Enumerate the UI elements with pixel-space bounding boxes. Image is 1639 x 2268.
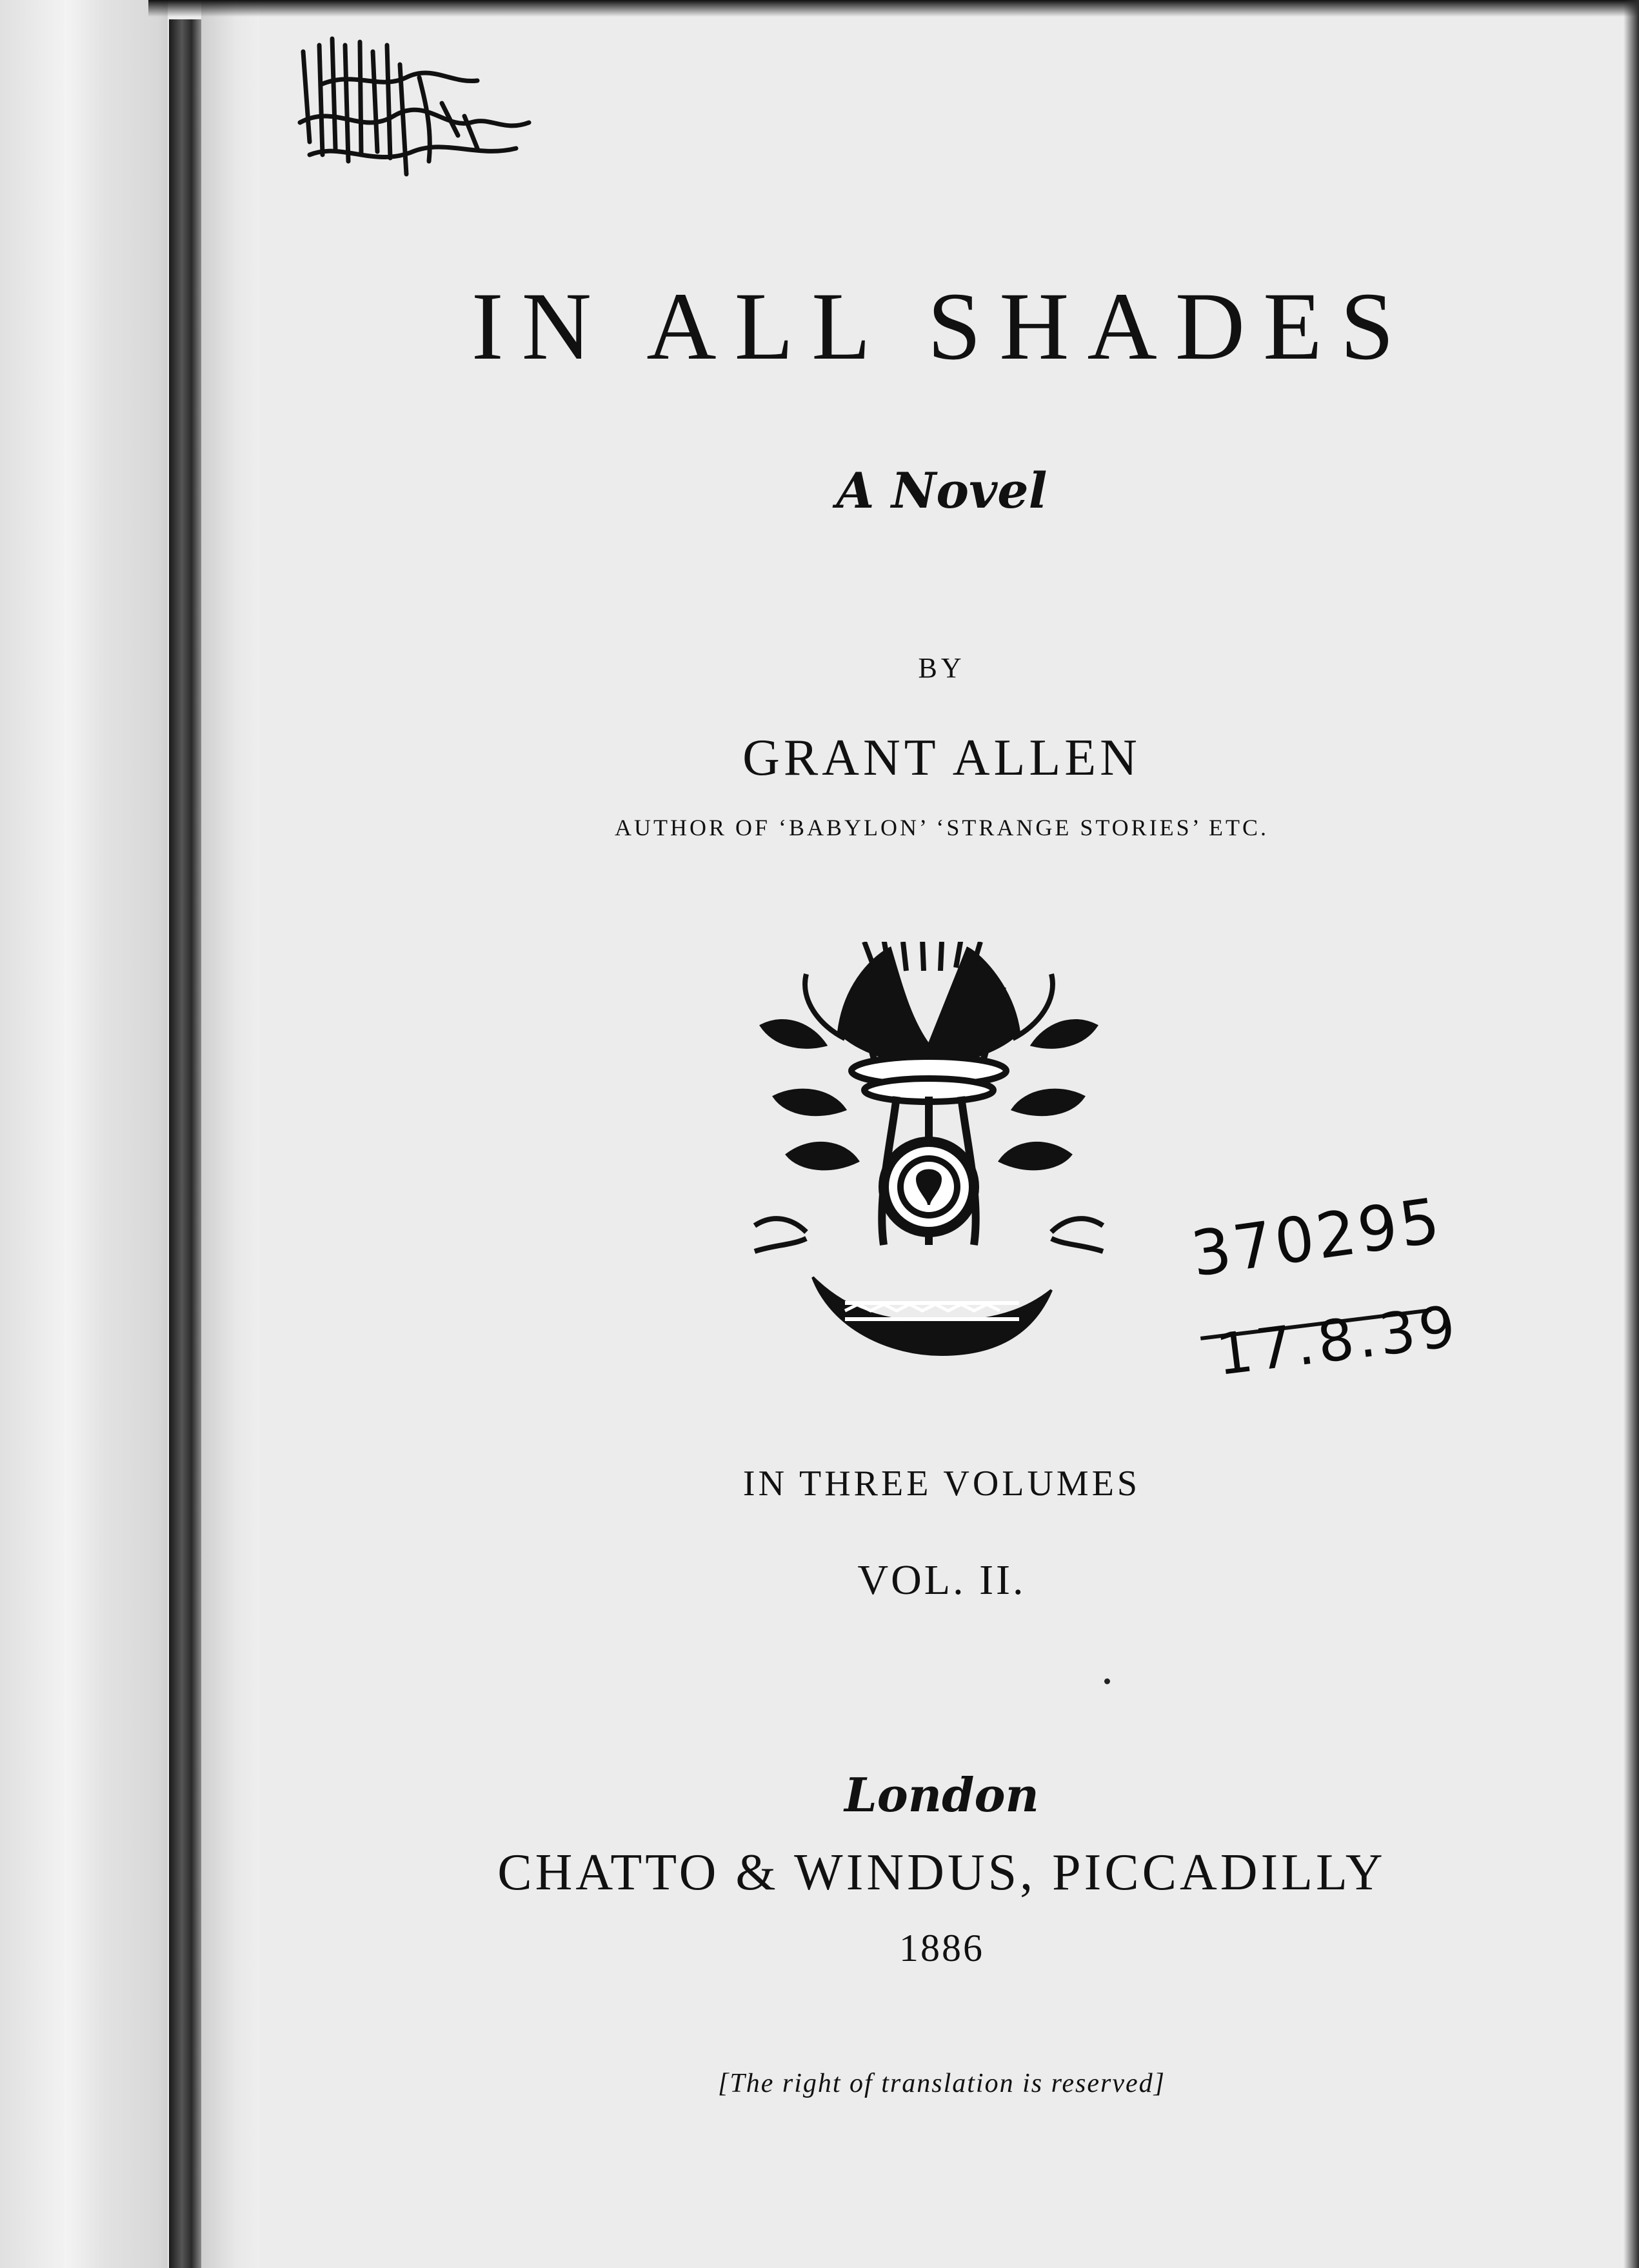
lotus-emblem-ornament [748,942,1109,1361]
spine-shadow [169,19,201,2268]
author-name: GRANT ALLEN [742,730,1141,786]
rights-notice: [The right of translation is reserved] [718,2069,1166,2098]
signature-scribble [297,26,542,194]
publication-place: London [844,1767,1039,1822]
binding-band [65,0,168,2268]
accession-date: 17.8.39 [1213,1292,1463,1389]
ink-speck [1104,1678,1110,1684]
library-accession-mark [1174,1184,1535,1432]
accession-number: 370295 [1187,1184,1447,1291]
publisher: CHATTO & WINDUS, PICCADILLY [497,1844,1386,1901]
volume-count: IN THREE VOLUMES [742,1464,1141,1504]
top-edge-shadow [148,0,1639,17]
gutter [201,0,259,2268]
author-credits: AUTHOR OF ‘BABYLON’ ‘STRANGE STORIES’ ETC. [615,815,1269,841]
publication-year: 1886 [899,1927,984,1969]
volume-number: VOL. II. [857,1557,1026,1604]
book-subtitle: A Novel [836,462,1048,519]
right-edge-shadow [1624,0,1639,2268]
by-line: BY [918,652,966,684]
book-title: IN ALL SHADES [471,273,1413,380]
page-edge [0,0,65,2268]
